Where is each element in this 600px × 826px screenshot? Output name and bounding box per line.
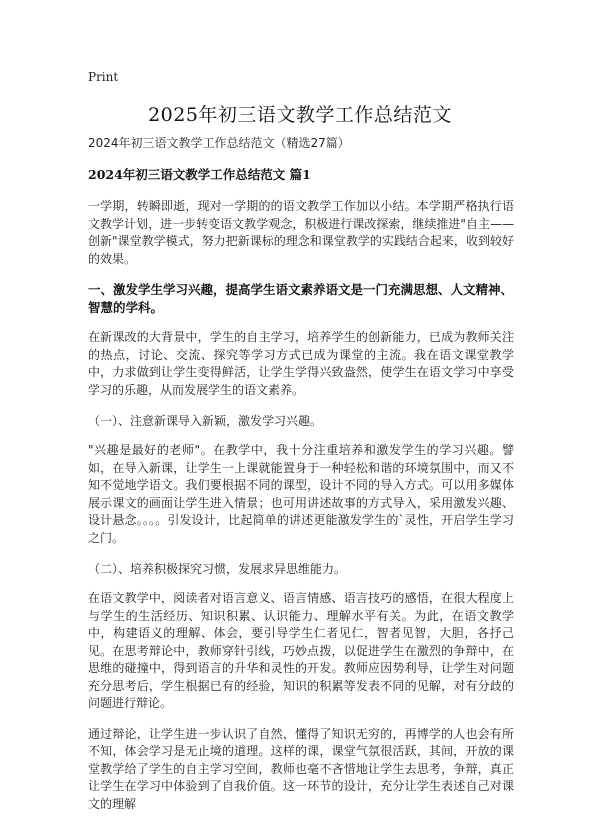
document-body — [88, 134, 514, 826]
paragraph-debate: 通过辩论，让学生进一步认识了自然，懂得了知识无穷的，再博学的人也会有所不知，体会学习是无止境的道理。这样的课，课堂气氛很活跃，其间，开放的课堂教学给了学生的自主学习空间，教师也毫不吝惜地让学生去思考，争辩，真正让学生在学习中体验到了自我价值。这一环节的设计，充分让学生表述自己对课文的理解 — [88, 726, 514, 811]
subheading-intro-new-lesson: （一）、注意新课导入新颖，激发学习兴趣。 — [88, 414, 323, 428]
page-title: 2025年初三语文教学工作总结范文 — [148, 104, 452, 126]
print-link[interactable]: Print — [88, 70, 119, 84]
paragraph-intro: 一学期，转瞬即逝，现对一学期的的语文教学工作加以小结。本学期严格执行语文教学计划，进一步转变语文教学观念，积极进行课改探索，继续推进"自主——创新"课堂教学模式，努力把新课标的理念和课堂教学的实践结合起来，收到较好的效果。 — [88, 199, 514, 266]
heading-interest: 一、激发学生学习兴趣，提高学生语文素养语文是一门充满思想、人文精神、智慧的学科。 — [88, 282, 514, 315]
section-title: 2024年初三语文教学工作总结范文 篇1 — [88, 167, 311, 182]
paragraph-interest-teacher: "兴趣是最好的老师"。在教学中，我十分注重培养和激发学生的学习兴趣。譬如，在导入新课，让学生一上课就能置身于一种轻松和谐的环境氛围中，而又不知不觉地学语文。我们要根据不同的课型，设计不同的导入方式。可以用多媒体展示课文的画面让学生进入情景；也可用讲述故事的方式导入，采用激发兴趣、设计悬念。。。。引发设计，比起简单的讲述更能激发学生的`灵性，开启学生学习之门。 — [88, 443, 514, 545]
paragraph-reading-perception: 在语文教学中，阅读者对语言意义、语言情感、语言技巧的感悟，在很大程度上与学生的生活经历、知识积累、认识能力、理解水平有关。为此，在语文教学中，构建语义的理解、体会，要引导学生仁者见仁，智者见智，大胆，各抒己见。在思考辩论中，教师穿针引线，巧妙点拨，以促进学生在激烈的争辩中，在思维的碰撞中，得到语言的升华和灵性的开发。教师应因势利导，让学生对问题充分思考后，学生根据已有的经验，知识的积累等发表不同的见解，对有分歧的问题进行辩论。 — [88, 591, 514, 710]
document-subtitle: 2024年初三语文教学工作总结范文（精选27篇） — [88, 136, 350, 150]
subheading-inquiry-habit: （二）、培养积极探究习惯，发展求异思维能力。 — [88, 562, 347, 576]
paragraph-background: 在新课改的大背景中，学生的自主学习，培养学生的创新能力，已成为教师关注的热点，讨论、交流、探究等学习方式已成为课堂的主流。我在语文课堂教学中，力求做到让学生变得鲜活，让学生学得兴致盎然，使学生在语文学习中享受学习的乐趣，从而发展学生的语文素养。 — [88, 330, 514, 397]
